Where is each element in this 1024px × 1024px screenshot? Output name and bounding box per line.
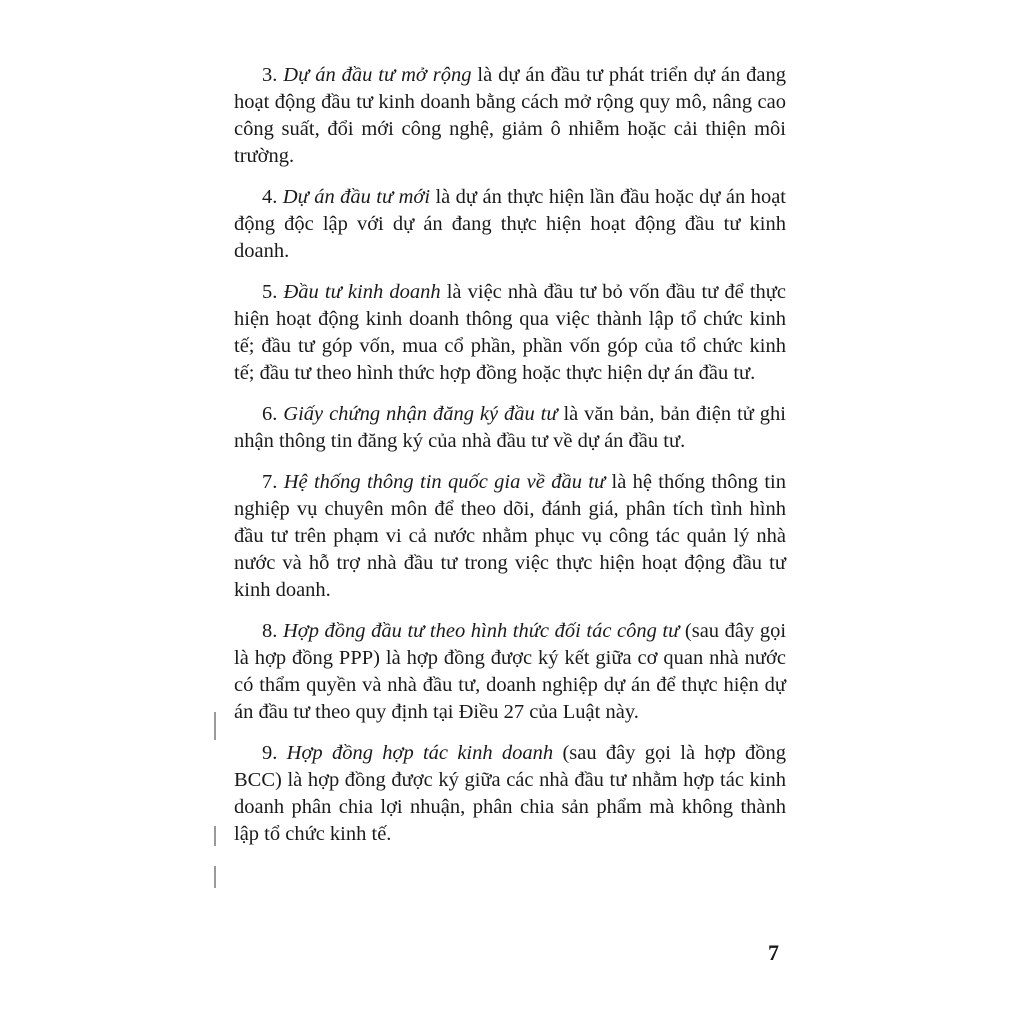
scan-speck xyxy=(214,866,216,888)
paragraph-number: 6. xyxy=(262,403,278,425)
definition-text: (sau đây gọi là hợp đồng BCC) là hợp đồng được ký giữa các nhà đầu tư nhằm hợp tác kinh doanh phân chia lợi nhuận, phân chia sản phẩm mà không thành lập tổ chức kinh tế. xyxy=(234,742,786,845)
defined-term: Hệ thống thông tin quốc gia về đầu tư xyxy=(283,471,606,493)
paragraph-8 xyxy=(234,618,786,726)
defined-term: Giấy chứng nhận đăng ký đầu tư xyxy=(283,403,558,425)
paragraph-9 xyxy=(234,740,786,848)
definition-text: (sau đây gọi là hợp đồng PPP) là hợp đồng được ký kết giữa cơ quan nhà nước có thẩm quyền và nhà đầu tư, doanh nghiệp dự án để thực hiện dự án đầu tư theo quy định tại Điều 27 của Luật này. xyxy=(234,620,787,723)
paragraph-number: 5. xyxy=(262,281,278,303)
paragraph-6 xyxy=(234,401,786,455)
paragraph-number: 4. xyxy=(262,186,278,208)
paragraph-5 xyxy=(234,279,786,387)
document-body xyxy=(234,62,786,862)
paragraph-number: 3. xyxy=(262,64,278,86)
paragraph-4 xyxy=(234,184,786,265)
scan-speck xyxy=(214,712,216,740)
definition-text: là việc nhà đầu tư bỏ vốn đầu tư để thực hiện hoạt động kinh doanh thông qua việc thành lập tổ chức kinh tế; đầu tư góp vốn, mua cổ phần, phần vốn góp của tổ chức kinh tế; đầu tư theo hình thức hợp đồng hoặc thực hiện dự án đầu tư. xyxy=(234,281,787,384)
page-number: 7 xyxy=(768,940,779,965)
paragraph-number: 8. xyxy=(262,620,278,642)
paragraph-number: 9. xyxy=(262,742,278,764)
definition-text: là dự án đầu tư phát triển dự án đang hoạt động đầu tư kinh doanh bằng cách mở rộng quy mô, nâng cao công suất, đổi mới công nghệ, giảm ô nhiễm hoặc cải thiện môi trường. xyxy=(234,64,786,167)
paragraph-7 xyxy=(234,469,786,604)
defined-term: Hợp đồng đầu tư theo hình thức đối tác công tư xyxy=(282,620,680,642)
paragraph-3 xyxy=(234,62,786,170)
defined-term: Dự án đầu tư mới xyxy=(282,186,431,208)
definition-text: là văn bản, bản điện tử ghi nhận thông tin đăng ký của nhà đầu tư về dự án đầu tư. xyxy=(234,403,786,452)
scan-speck xyxy=(214,826,216,846)
defined-term: Dự án đầu tư mở rộng xyxy=(283,64,472,86)
defined-term: Đầu tư kinh doanh xyxy=(283,281,441,303)
definition-text: là hệ thống thông tin nghiệp vụ chuyên môn để theo dõi, đánh giá, phân tích tình hình đầu tư trên phạm vi cả nước nhằm phục vụ công tác quản lý nhà nước và hỗ trợ nhà đầu tư trong việc thực hiện hoạt động đầu tư kinh doanh. xyxy=(234,471,786,601)
defined-term: Hợp đồng hợp tác kinh doanh xyxy=(286,742,554,764)
paragraph-number: 7. xyxy=(262,471,278,493)
definition-text: là dự án thực hiện lần đầu hoặc dự án hoạt động độc lập với dự án đang thực hiện hoạt động đầu tư kinh doanh. xyxy=(234,186,786,262)
